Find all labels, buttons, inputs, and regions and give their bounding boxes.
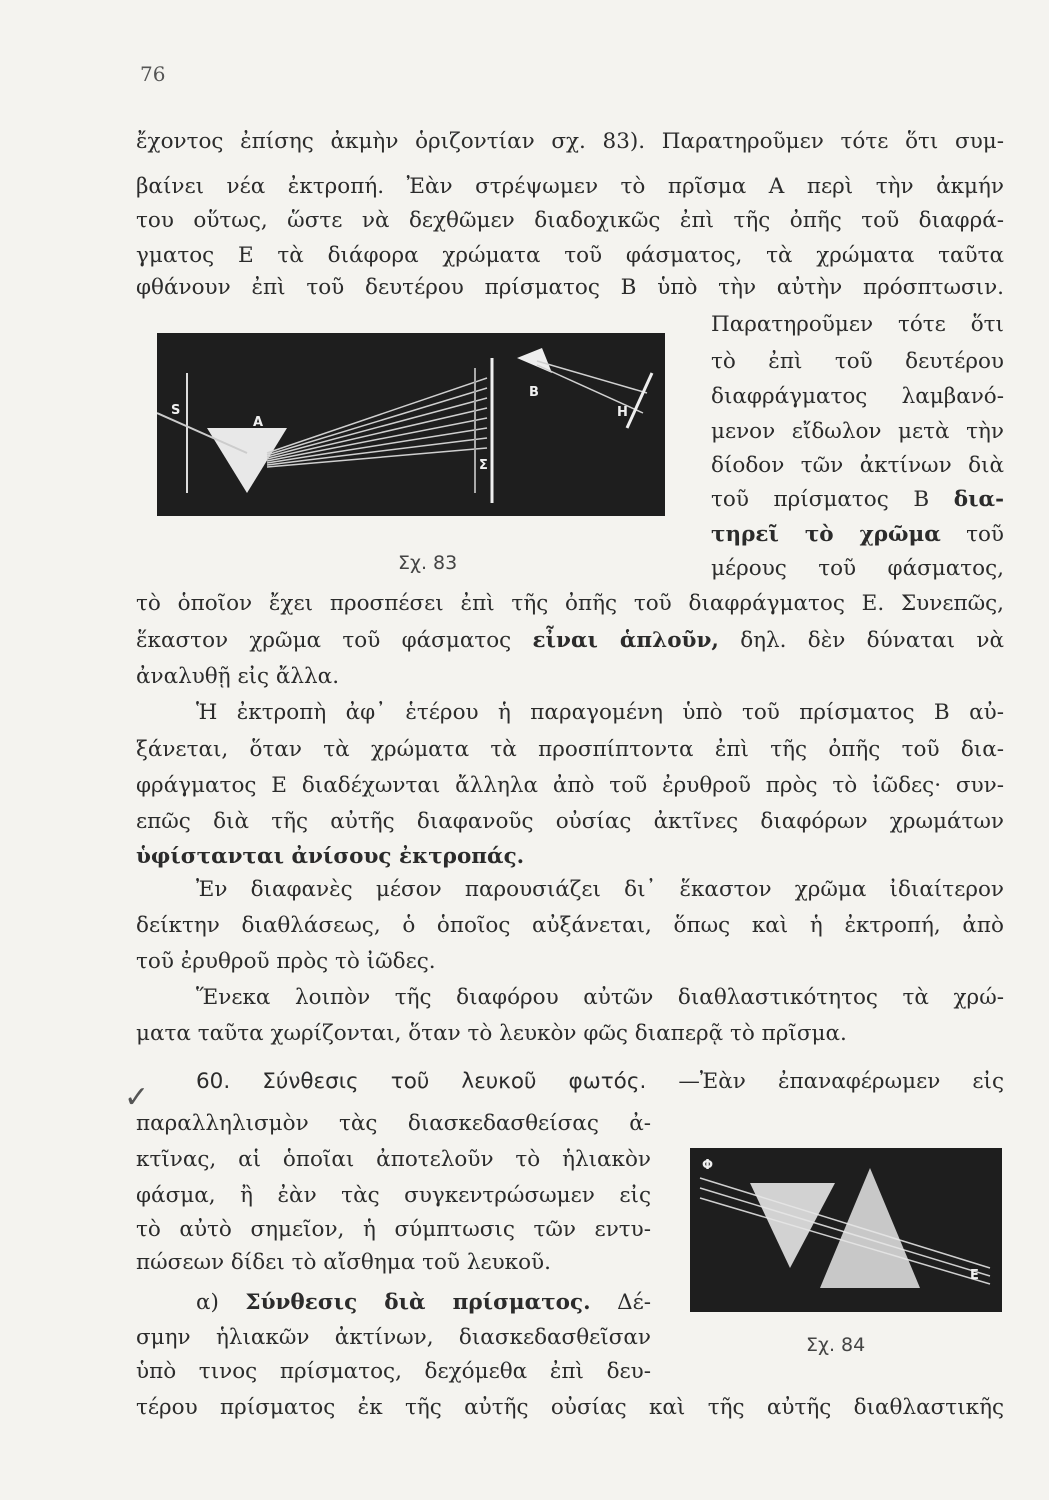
text-line: μέρους τοῦ φάσματος,: [711, 556, 1004, 581]
text-line: κτῖνας, αἱ ὁποῖαι ἀποτελοῦν τὸ ἡλιακὸν: [136, 1147, 651, 1172]
text-line: παραλληλισμὸν τὰς διασκεδασθείσας ἀ-: [136, 1111, 651, 1136]
text-line: δείκτην διαθλάσεως, ὁ ὁποῖος αὐξάνεται, ὅπως καὶ ἡ ἐκτροπή, ἀπὸ: [136, 913, 1004, 938]
figure-83: [157, 333, 665, 516]
figure-label: E: [970, 1268, 979, 1283]
text-line: φράγματος Ε διαδέχωνται ἄλληλα ἀπὸ τοῦ ἐρυθροῦ πρὸς τὸ ἰῶδες· συν-: [136, 773, 1004, 798]
figure-83-drawing: [157, 333, 665, 516]
page-number: 76: [140, 62, 166, 86]
text-span: τοῦ: [966, 522, 1005, 547]
text-line: φάσμα, ἢ ἐὰν τὰς συγκεντρώσωμεν εἰς: [136, 1183, 651, 1208]
text-line: ξάνεται, ὅταν τὰ χρώματα τὰ προσπίπτοντα ἐπὶ τῆς ὀπῆς τοῦ δια-: [136, 737, 1004, 762]
text-span: δηλ. δὲν δύναται νὰ: [740, 628, 1004, 653]
section-heading: 60. Σύνθεσις τοῦ λευκοῦ φωτός.: [196, 1069, 647, 1094]
bold-text-line: ὑφίστανται ἀνίσους ἐκτροπάς.: [136, 844, 525, 869]
text-line: βαίνει νέα ἐκτροπή. Ἐὰν στρέψωμεν τὸ πρῖσμα Α περὶ τὴν ἀκμήν: [136, 174, 1004, 199]
text-line: Ἕνεκα λοιπὸν τῆς διαφόρου αὐτῶν διαθλαστικότητος τὰ χρώ-: [196, 985, 1004, 1010]
text-line: [711, 484, 1004, 516]
text-line: τὸ ὁποῖον ἔχει προσπέσει ἐπὶ τῆς ὀπῆς τοῦ διαφράγματος Ε. Συνεπῶς,: [136, 591, 1004, 616]
text-line: τέρου πρίσματος ἐκ τῆς αὐτῆς οὐσίας καὶ τῆς αὐτῆς διαθλαστικῆς: [136, 1395, 1004, 1420]
text-line: του οὕτως, ὥστε νὰ δεχθῶμεν διαδοχικῶς ἐπὶ τῆς ὀπῆς τοῦ διαφρά-: [136, 208, 1004, 233]
text-line: ἀναλυθῇ εἰς ἄλλα.: [136, 664, 340, 689]
text-line: [711, 519, 1004, 551]
text-line: φθάνουν ἐπὶ τοῦ δευτέρου πρίσματος Β ὑπὸ τὴν αὐτὴν πρόσπτωσιν.: [136, 275, 1004, 300]
figure-84-drawing: [690, 1148, 1002, 1312]
text-line: διαφράγματος λαμβανό-: [711, 384, 1004, 409]
bold-text: Σύνθεσις διὰ πρίσματος.: [245, 1290, 591, 1315]
figure-label: A: [253, 415, 264, 430]
margin-check-mark: ✓: [124, 1080, 150, 1115]
figure-label: S: [171, 403, 181, 418]
text-line: γματος Ε τὰ διάφορα χρώματα τοῦ φάσματος, τὰ χρώματα ταῦτα: [136, 243, 1004, 268]
text-line: τοῦ ἐρυθροῦ πρὸς τὸ ἰῶδες.: [136, 949, 436, 974]
text-span: α): [196, 1290, 219, 1315]
text-line: ἔχοντος ἐπίσης ἀκμὴν ὁριζοντίαν σχ. 83). Παρατηροῦμεν τότε ὅτι συμ-: [136, 129, 1004, 154]
text-line: [136, 1287, 651, 1319]
text-line: μενον εἴδωλον μετὰ τὴν: [711, 419, 1004, 444]
text-line: σμην ἡλιακῶν ἀκτίνων, διασκεδασθεῖσαν: [136, 1325, 651, 1350]
figure-84-caption: Σχ. 84: [806, 1334, 866, 1356]
section-heading-line: [136, 1066, 1004, 1098]
figure-label: Φ: [702, 1158, 714, 1173]
figure-label: B: [529, 385, 539, 400]
figure-84: [690, 1148, 1002, 1312]
text-line: [136, 625, 1004, 657]
text-span: τοῦ πρίσματος Β: [711, 487, 930, 512]
figure-83-caption: Σχ. 83: [398, 552, 458, 574]
text-line: Ἡ ἐκτροπὴ ἀφ᾽ ἑτέρου ἡ παραγομένη ὑπὸ τοῦ πρίσματος Β αὐ-: [196, 700, 1004, 725]
text-line: πώσεων δίδει τὸ αἴσθημα τοῦ λευκοῦ.: [136, 1250, 551, 1275]
text-line: τὸ αὐτὸ σημεῖον, ἡ σύμπτωσις τῶν εντυ-: [136, 1217, 651, 1242]
bold-text: τηρεῖ τὸ χρῶμα: [711, 522, 941, 547]
text-line: τὸ ἐπὶ τοῦ δευτέρου: [711, 349, 1004, 374]
text-line: ματα ταῦτα χωρίζονται, ὅταν τὸ λευκὸν φῶς διαπερᾷ τὸ πρῖσμα.: [136, 1021, 847, 1046]
text-span: —Ἐὰν ἐπαναφέρωμεν εἰς: [678, 1069, 1005, 1094]
text-line: Παρατηροῦμεν τότε ὅτι: [711, 312, 1004, 337]
bold-text: δια-: [953, 487, 1004, 512]
text-span: ἕκαστον χρῶμα τοῦ φάσματος: [136, 628, 512, 653]
bold-text: εἶναι ἁπλοῦν,: [532, 628, 719, 653]
text-line: δίοδον τῶν ἀκτίνων διὰ: [711, 453, 1004, 478]
text-line: Ἐν διαφανὲς μέσον παρουσιάζει δι᾽ ἕκαστον χρῶμα ἰδιαίτερον: [196, 877, 1004, 902]
text-line: επῶς διὰ τῆς αὐτῆς διαφανοῦς οὐσίας ἀκτῖνες διαφόρων χρωμάτων: [136, 809, 1004, 834]
text-span: Δέ-: [617, 1290, 651, 1315]
figure-label: H: [617, 405, 628, 420]
text-line: ὑπὸ τινος πρίσματος, δεχόμεθα ἐπὶ δευ-: [136, 1359, 651, 1384]
figure-label: Σ: [479, 458, 488, 473]
